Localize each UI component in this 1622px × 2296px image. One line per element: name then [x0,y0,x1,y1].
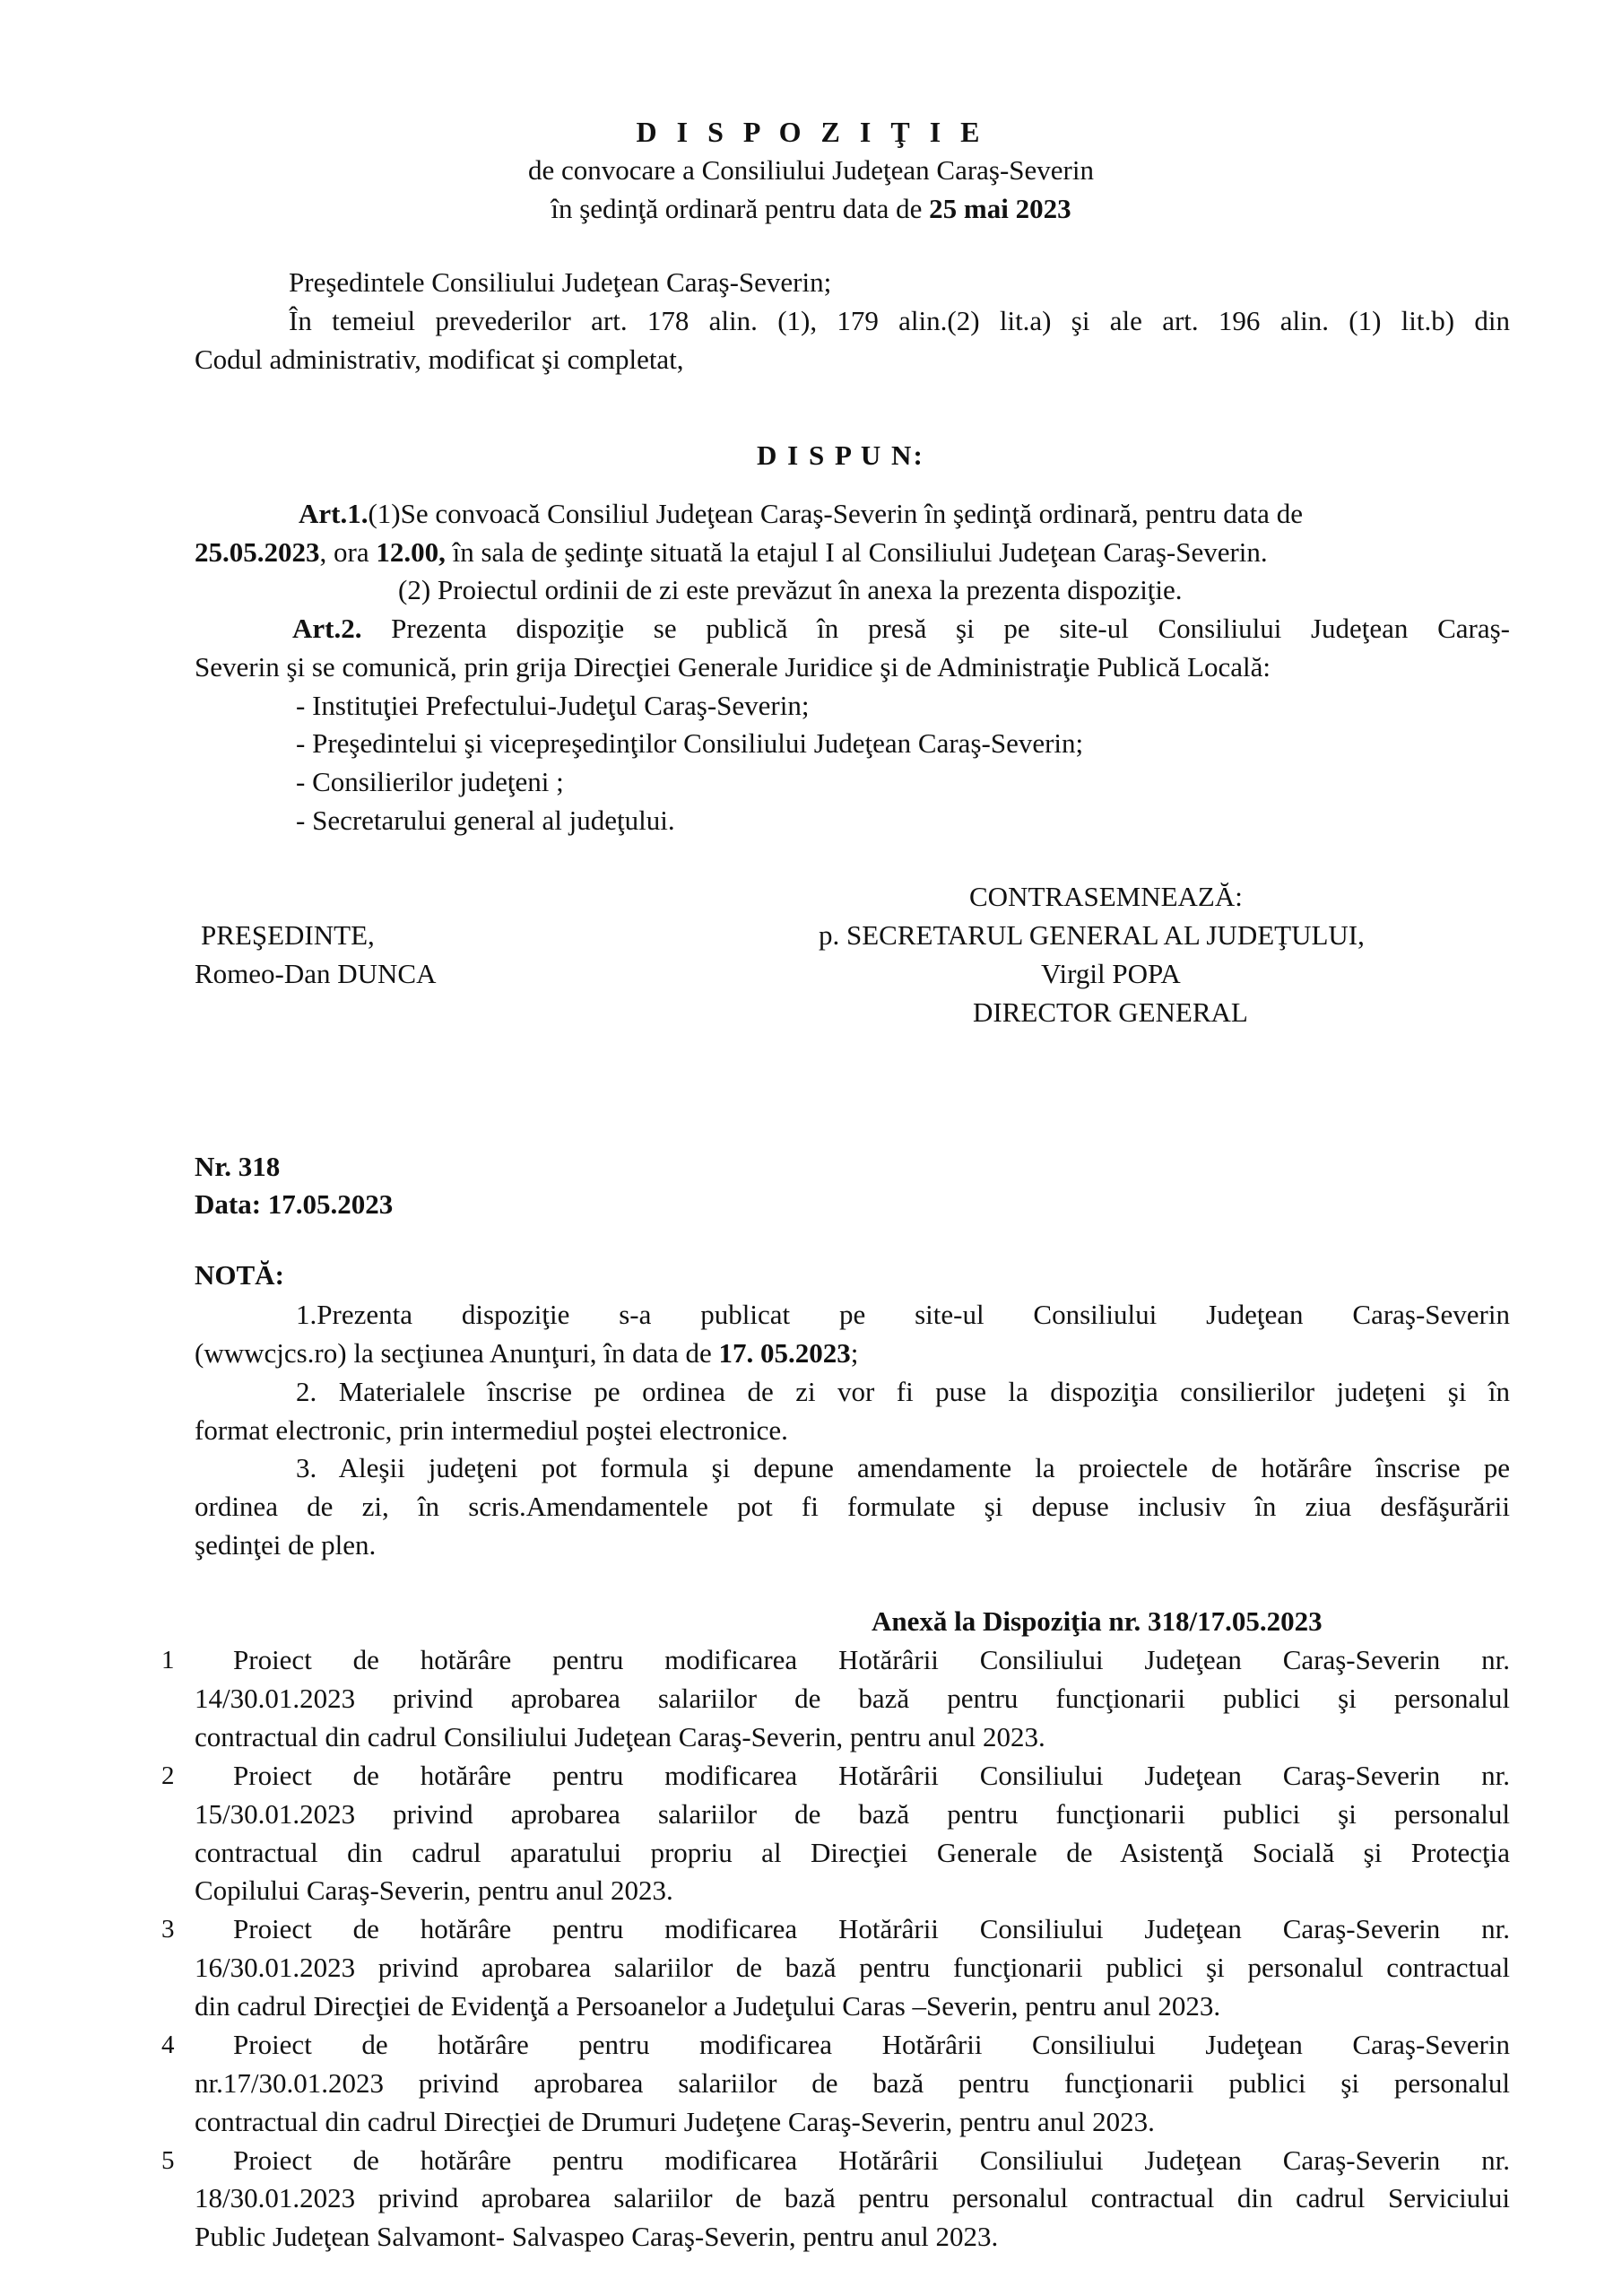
annex-item-line: din cadrul Direcţiei de Evidenţă a Persoanelor a Judeţului Caras –Severin, pentru anul 2023. [195,1990,1221,2022]
nota-heading: NOTĂ: [195,1259,284,1291]
nota-p3-line-3: şedinţei de plen. [195,1529,377,1561]
art1-label: Art.1. [299,498,369,529]
nota-p3-line-1: 3. Aleşii judeţeni pot formula şi depune amendamente la proiectele de hotărâre înscrise pe [296,1452,1510,1483]
art2-label: Art.2. [292,613,362,644]
countersign-heading: CONTRASEMNEAZĂ: [969,881,1243,912]
registration-date: Data: 17.05.2023 [195,1188,394,1220]
art2-line-2: Severin şi se comunică, prin grija Direcţiei Generale Juridice şi de Administraţie Publică Locală: [195,651,1271,683]
annex-item-line: 14/30.01.2023 privind aprobarea salariilor de bază pentru funcţionarii publici şi personalul [195,1683,1510,1714]
art1-text: (1)Se convoacă Consiliul Judeţean Caraş-Severin în şedinţă ordinară, pentru data de [368,498,1303,529]
annex-item-line: Proiect de hotărâre pentru modificarea Hotărârii Consiliului Judeţean Caraş-Severin nr. [233,1760,1510,1791]
annex-item-number: 1 [161,1646,175,1674]
nota-p2-line-1: 2. Materialele înscrise pe ordinea de zi vor fi puse la dispoziţia consilierilor judeţeni şi în [296,1376,1510,1407]
art1-paragraph-2: (2) Proiectul ordinii de zi este prevăzut în anexa la prezenta dispoziţie. [398,574,1183,605]
preamble-line-2: În temeiul prevederilor art. 178 alin. (1), 179 alin.(2) lit.a) şi ale art. 196 alin. (1) lit.b) din [289,305,1510,336]
art1-line-1 [299,496,1510,532]
annex-item-line: Proiect de hotărâre pentru modificarea Hotărârii Consiliului Judeţean Caraş-Severin [233,2029,1510,2060]
art2-text: Prezenta dispoziţie se publică în presă şi pe site-ul Consiliului Judeţean Caraş- [391,613,1511,644]
annex-item-line: 18/30.01.2023 privind aprobarea salariilor de bază pentru personalul contractual din cadrul Serviciului [195,2182,1510,2213]
nota-p1-date: 17. 05.2023 [718,1337,851,1369]
subtitle-date-text: în şedinţă ordinară pentru data de [551,193,923,224]
art2-line-1 [292,611,1510,647]
annex-item-number: 3 [161,1915,175,1944]
registration-number: Nr. 318 [195,1151,281,1182]
annex-item-line: contractual din cadrul aparatului propriu al Direcţiei Generale de Asistenţă Socială şi Protecţia [195,1837,1510,1868]
preamble-line-1: Preşedintele Consiliului Judeţean Caraş-Severin; [289,266,832,298]
annex-item-number: 2 [161,1761,175,1790]
annex-item-line: 16/30.01.2023 privind aprobarea salariilor de bază pentru funcţionarii publici şi personalul contractual [195,1952,1510,1983]
art1-ora: , ora [319,536,369,568]
art1-hour: 12.00, [376,536,446,568]
recipient-item: - Preşedintelui şi vicepreşedinţilor Consiliului Judeţean Caraş-Severin; [296,727,1084,759]
preamble-line-3: Codul administrativ, modificat şi completat, [195,344,684,375]
nota-p1-end: ; [850,1337,859,1369]
annex-item-line: Proiect de hotărâre pentru modificarea Hotărârii Consiliului Judeţean Caraş-Severin nr. [233,1913,1510,1944]
secretary-name: Virgil POPA [1041,958,1181,989]
nota-p3-line-2: ordinea de zi, în scris.Amendamentele pot fi formulate şi depuse inclusiv în ziua desfăşurării [195,1491,1510,1522]
document-subtitle-date-line [0,191,1622,227]
president-role: PREŞEDINTE, [201,919,375,951]
annex-item-number: 4 [161,2031,175,2059]
annex-item-line: 15/30.01.2023 privind aprobarea salariilor de bază pentru funcţionarii publici şi personalul [195,1798,1510,1830]
annex-item-line: Copilului Caraş-Severin, pentru anul 2023. [195,1874,673,1906]
art1-line-2 [195,535,1268,570]
president-name: Romeo-Dan DUNCA [195,958,437,989]
nota-p2-line-2: format electronic, prin intermediul poştei electronice. [195,1414,788,1446]
annex-item-line: Proiect de hotărâre pentru modificarea Hotărârii Consiliului Judeţean Caraş-Severin nr. [233,1644,1510,1675]
document-title: D I S P O Z I Ţ I E [636,116,986,148]
director-title: DIRECTOR GENERAL [973,996,1248,1028]
annex-heading: Anexă la Dispoziţia nr. 318/17.05.2023 [872,1605,1323,1637]
annex-item-line: contractual din cadrul Direcţiei de Drumuri Judeţene Caraş-Severin, pentru anul 2023. [195,2106,1155,2137]
art1-location: în sala de şedinţe situată la etajul I al Consiliului Judeţean Caraş-Severin. [452,536,1268,568]
nota-p1-line-1: 1.Prezenta dispoziţie s-a publicat pe site-ul Consiliului Judeţean Caraş-Severin [296,1299,1510,1330]
art1-date: 25.05.2023 [195,536,320,568]
recipient-item: - Instituţiei Prefectului-Judeţul Caraş-Severin; [296,690,810,721]
nota-p1-text: (wwwcjcs.ro) la secţiunea Anunţuri, în data de [195,1337,719,1369]
annex-item-line: nr.17/30.01.2023 privind aprobarea salariilor de bază pentru funcţionarii publici şi personalul [195,2067,1510,2099]
annex-item-number: 5 [161,2146,175,2175]
document-subtitle: de convocare a Consiliului Judeţean Caraş-Severin [528,154,1094,186]
recipient-item: - Consilierilor judeţeni ; [296,766,564,797]
nota-p1-line-2 [195,1335,858,1371]
recipient-item: - Secretarului general al judeţului. [296,804,675,836]
meeting-date: 25 mai 2023 [929,193,1071,224]
annex-item-line: Proiect de hotărâre pentru modificarea Hotărârii Consiliului Judeţean Caraş-Severin nr. [233,2144,1510,2176]
annex-item-line: Public Judeţean Salvamont- Salvaspeo Caraş-Severin, pentru anul 2023. [195,2221,999,2252]
secretary-role: p. SECRETARUL GENERAL AL JUDEŢULUI, [819,919,1365,951]
dispun-heading: D I S P U N: [757,439,924,471]
annex-item-line: contractual din cadrul Consiliului Judeţean Caraş-Severin, pentru anul 2023. [195,1721,1045,1752]
